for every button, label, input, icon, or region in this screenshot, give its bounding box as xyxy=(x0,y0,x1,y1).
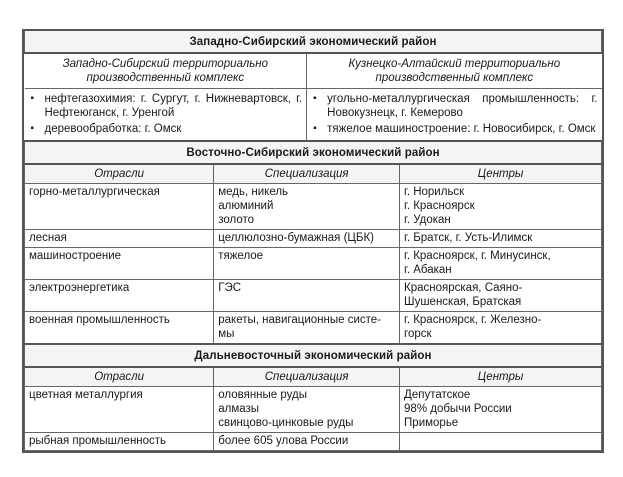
center-line: г. Красноярск xyxy=(404,200,475,212)
spec-cell xyxy=(214,312,400,345)
spec-line: ракеты, навигационные систе- xyxy=(218,314,382,326)
branch-cell: машиностроение xyxy=(25,248,214,280)
branch-cell: электроэнергетика xyxy=(25,280,214,312)
center-line: г. Абакан xyxy=(404,264,452,276)
branch-cell: цветная металлургия xyxy=(25,387,214,433)
spec-line: мы xyxy=(218,328,235,340)
west-region-title: Западно-Сибирский экономический район xyxy=(25,31,602,53)
branch-cell: горно-металлургическая xyxy=(25,184,214,230)
center-line: г. Норильск xyxy=(404,186,465,198)
center-line: Красноярская, Саяно- xyxy=(404,282,523,294)
centers-cell xyxy=(400,433,602,451)
center-line: Приморье xyxy=(404,417,459,429)
branch-cell: рыбная промышленность xyxy=(25,433,214,451)
list-item: ▪ деревообработка: г. Омск xyxy=(45,122,303,136)
spec-cell xyxy=(214,433,400,451)
table-row xyxy=(25,248,602,280)
west-complex-title-1: Западно-Сибирский территориально производственный комплекс xyxy=(25,54,307,89)
spec-line: золото xyxy=(218,214,255,226)
west-complex-title-2: Кузнецко-Алтайский территориально производственный комплекс xyxy=(307,54,602,89)
spec-cell xyxy=(214,387,400,433)
table-row xyxy=(25,312,602,345)
list-item: ▪ угольно-металлургическая промышленность: г. Новокузнецк, г. Кемерово xyxy=(327,92,597,120)
table-row xyxy=(25,387,602,433)
centers-cell xyxy=(400,184,602,230)
west-complex-list-1 xyxy=(25,89,307,141)
economic-regions-table xyxy=(22,29,604,453)
center-line: 98% добычи России xyxy=(404,403,512,415)
spec-line: медь, никель xyxy=(218,186,289,198)
east-header-spec: Специализация xyxy=(214,164,400,184)
table-row xyxy=(25,184,602,230)
east-region-title: Восточно-Сибирский экономический район xyxy=(25,141,602,164)
east-header-branch: Отрасли xyxy=(25,164,214,184)
spec-cell xyxy=(214,280,400,312)
far-east-header-branch: Отрасли xyxy=(25,367,214,387)
centers-cell xyxy=(400,387,602,433)
spec-line: алюминий xyxy=(218,200,274,212)
west-complex-list-2 xyxy=(307,89,602,141)
center-line: г. Красноярск, г. Минусинск, xyxy=(404,250,551,262)
center-line: Шушенская, Братская xyxy=(404,296,522,308)
centers-cell xyxy=(400,280,602,312)
far-east-region-title: Дальневосточный экономический район xyxy=(25,344,602,367)
list-item: ▪ тяжелое машиностроение: г. Новосибирск, г. Омск xyxy=(327,122,597,136)
table-row xyxy=(25,230,602,248)
far-east-header-centers: Центры xyxy=(400,367,602,387)
spec-line: тяжелое xyxy=(218,250,264,262)
spec-line: ГЭС xyxy=(218,282,242,294)
list-item: ▪ нефтегазохимия: г. Сургут, г. Нижневартовск, г. Нефтеюганск, г. Уренгой xyxy=(45,92,303,120)
centers-cell xyxy=(400,312,602,345)
center-line: Депутатское xyxy=(404,389,471,401)
center-line: г. Красноярск, г. Железно- xyxy=(404,314,542,326)
centers-cell xyxy=(400,248,602,280)
center-line: г. Братск, г. Усть-Илимск xyxy=(404,232,533,244)
table-row xyxy=(25,433,602,451)
spec-cell xyxy=(214,184,400,230)
spec-cell xyxy=(214,248,400,280)
spec-line: целлюлозно-бумажная (ЦБК) xyxy=(218,232,374,244)
center-line: горск xyxy=(404,328,432,340)
branch-cell: военная промышленность xyxy=(25,312,214,345)
spec-line: более 605 улова России xyxy=(218,435,349,447)
spec-line: алмазы xyxy=(218,403,260,415)
center-line: г. Удокан xyxy=(404,214,451,226)
east-header-centers: Центры xyxy=(400,164,602,184)
spec-line: оловянные руды xyxy=(218,389,308,401)
centers-cell xyxy=(400,230,602,248)
table-row xyxy=(25,280,602,312)
spec-cell xyxy=(214,230,400,248)
branch-cell: лесная xyxy=(25,230,214,248)
spec-line: свинцово-цинковые руды xyxy=(218,417,354,429)
far-east-header-spec: Специализация xyxy=(214,367,400,387)
